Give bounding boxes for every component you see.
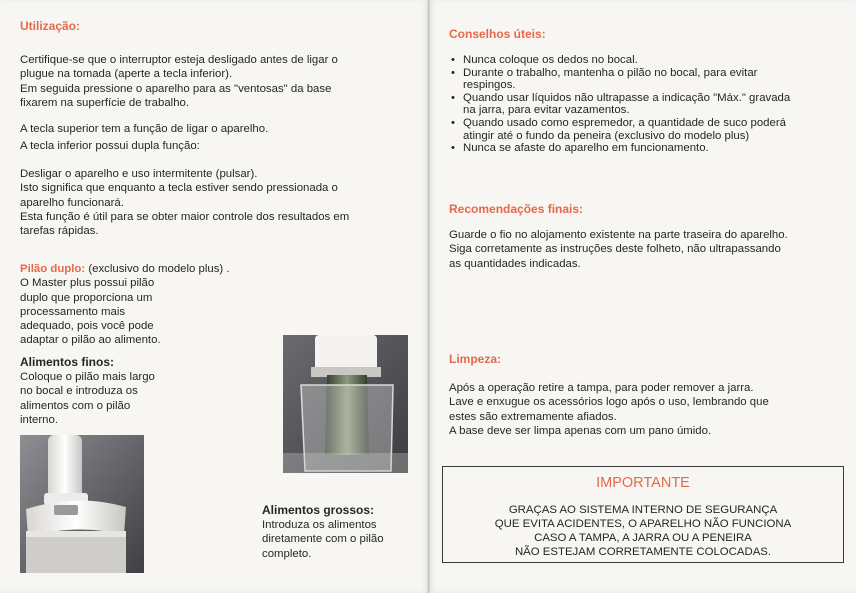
text-line: • Durante o trabalho, mantenha o pilão no bocal, para evitar	[463, 66, 758, 79]
alimentos-finos-text	[20, 370, 155, 427]
text-line: Coloque o pilão mais largo	[20, 371, 155, 383]
text-line: diretamente com o pilão	[262, 533, 384, 546]
limpeza-text	[449, 381, 769, 438]
text-line: A base deve ser limpa apenas com um pano úmido.	[449, 424, 712, 437]
text-line: plugue na tomada (aperte a tecla inferior).	[20, 68, 233, 81]
recomendacoes-heading: Recomendações finais:	[449, 202, 584, 216]
alimentos-grossos-heading: Alimentos grossos:	[262, 503, 375, 517]
pilao-duplo-paragraph	[20, 262, 230, 348]
text-line: adaptar o pilão ao alimento.	[20, 334, 161, 347]
conselho-item	[450, 142, 845, 155]
text-line: aparelho funcionará.	[20, 196, 124, 209]
text-line: as quantidades indicadas.	[449, 257, 581, 270]
text-line: • Quando usado como espremedor, a quantidade de suco poderá	[463, 116, 786, 129]
text-line: Siga corretamente as instruções deste folheto, não ultrapassando	[449, 243, 781, 256]
text-line: adequado, pois você pode	[20, 320, 154, 333]
pilao-duplo-heading: Pilão duplo:	[20, 263, 86, 275]
text-line: Em seguida pressione o aparelho para as "ventosas" da base	[20, 82, 332, 95]
important-line: QUE EVITA ACIDENTES, O APARELHO NÃO FUNCIONA	[494, 518, 792, 530]
utilizacao-heading: Utilização:	[20, 19, 81, 33]
text-line: • Nunca se afaste do aparelho em funcionamento.	[463, 142, 709, 155]
text-line: estes são extremamente afiados.	[449, 410, 617, 423]
text-line: na jarra, para evitar vazamentos.	[463, 104, 630, 117]
conselhos-heading: Conselhos úteis:	[449, 27, 546, 41]
text-line: duplo que proporciona um	[20, 291, 153, 304]
text-line: Lave e enxugue os acessórios logo após o uso, lembrando que	[449, 396, 769, 409]
text-line: alimentos com o pilão	[20, 399, 131, 412]
conselho-item	[450, 54, 845, 67]
alimentos-finos-heading: Alimentos finos:	[20, 355, 115, 369]
fine-pusher-illustration	[20, 435, 144, 573]
text-line: fixarem na superfície de trabalho.	[20, 96, 190, 109]
alimentos-grossos-text	[262, 518, 384, 561]
recomendacoes-text	[449, 228, 788, 271]
text-line: atingir até o fundo da peneira (exclusivo do modelo plus)	[463, 129, 750, 142]
text-line: Isto significa que enquanto a tecla estiver sendo pressionada o	[20, 182, 338, 195]
text-line: Após a operação retire a tampa, para poder remover a jarra.	[449, 382, 754, 394]
text-line: no bocal e introduza os	[20, 385, 138, 398]
conselhos-list	[450, 54, 845, 155]
pulsar-paragraph	[20, 167, 349, 238]
text-line: • Quando usar líquidos não ultrapasse a indicação "Máx." gravada	[463, 91, 791, 104]
photo-coarse-pusher	[283, 335, 408, 473]
tecla-superior-text: A tecla superior tem a função de ligar o aparelho.	[20, 123, 269, 135]
conselho-item	[450, 117, 845, 142]
important-title: IMPORTANTE	[596, 475, 690, 491]
important-line: NÃO ESTEJAM CORRETAMENTE COLOCADAS.	[514, 546, 772, 558]
text-line: completo.	[262, 547, 312, 560]
pilao-duplo-first-line	[20, 262, 230, 276]
tecla-inferior-text: A tecla inferior possui dupla função:	[20, 140, 200, 152]
utilizacao-paragraph-1	[20, 53, 338, 110]
pilao-duplo-note: (exclusivo do modelo plus) .	[85, 263, 230, 275]
text-line: Esta função é útil para se obter maior controle dos resultados em	[20, 210, 350, 223]
conselho-item	[450, 92, 845, 117]
text-line: Certifique-se que o interruptor esteja desligado antes de ligar o	[20, 54, 338, 66]
text-line: respingos.	[463, 79, 516, 92]
conselho-item	[450, 67, 845, 92]
photo-fine-pusher	[20, 435, 144, 573]
important-notice-box	[442, 466, 844, 563]
text-line: processamento mais	[20, 305, 126, 318]
text-line: Guarde o fio no alojamento existente na parte traseira do aparelho.	[449, 229, 788, 241]
text-line: O Master plus possui pilão	[20, 277, 155, 290]
text-line: Introduza os alimentos	[262, 519, 377, 531]
important-line: GRAÇAS AO SISTEMA INTERNO DE SEGURANÇA	[508, 504, 778, 516]
text-line: interno.	[20, 413, 58, 426]
text-line: tarefas rápidas.	[20, 225, 99, 238]
important-line: CASO A TAMPA, A JARRA OU A PENEIRA	[534, 532, 752, 544]
text-line: Desligar o aparelho e uso intermitente (pulsar).	[20, 168, 258, 180]
text-line: • Nunca coloque os dedos no bocal.	[463, 54, 638, 66]
coarse-pusher-illustration	[283, 335, 408, 473]
limpeza-heading: Limpeza:	[449, 352, 502, 366]
